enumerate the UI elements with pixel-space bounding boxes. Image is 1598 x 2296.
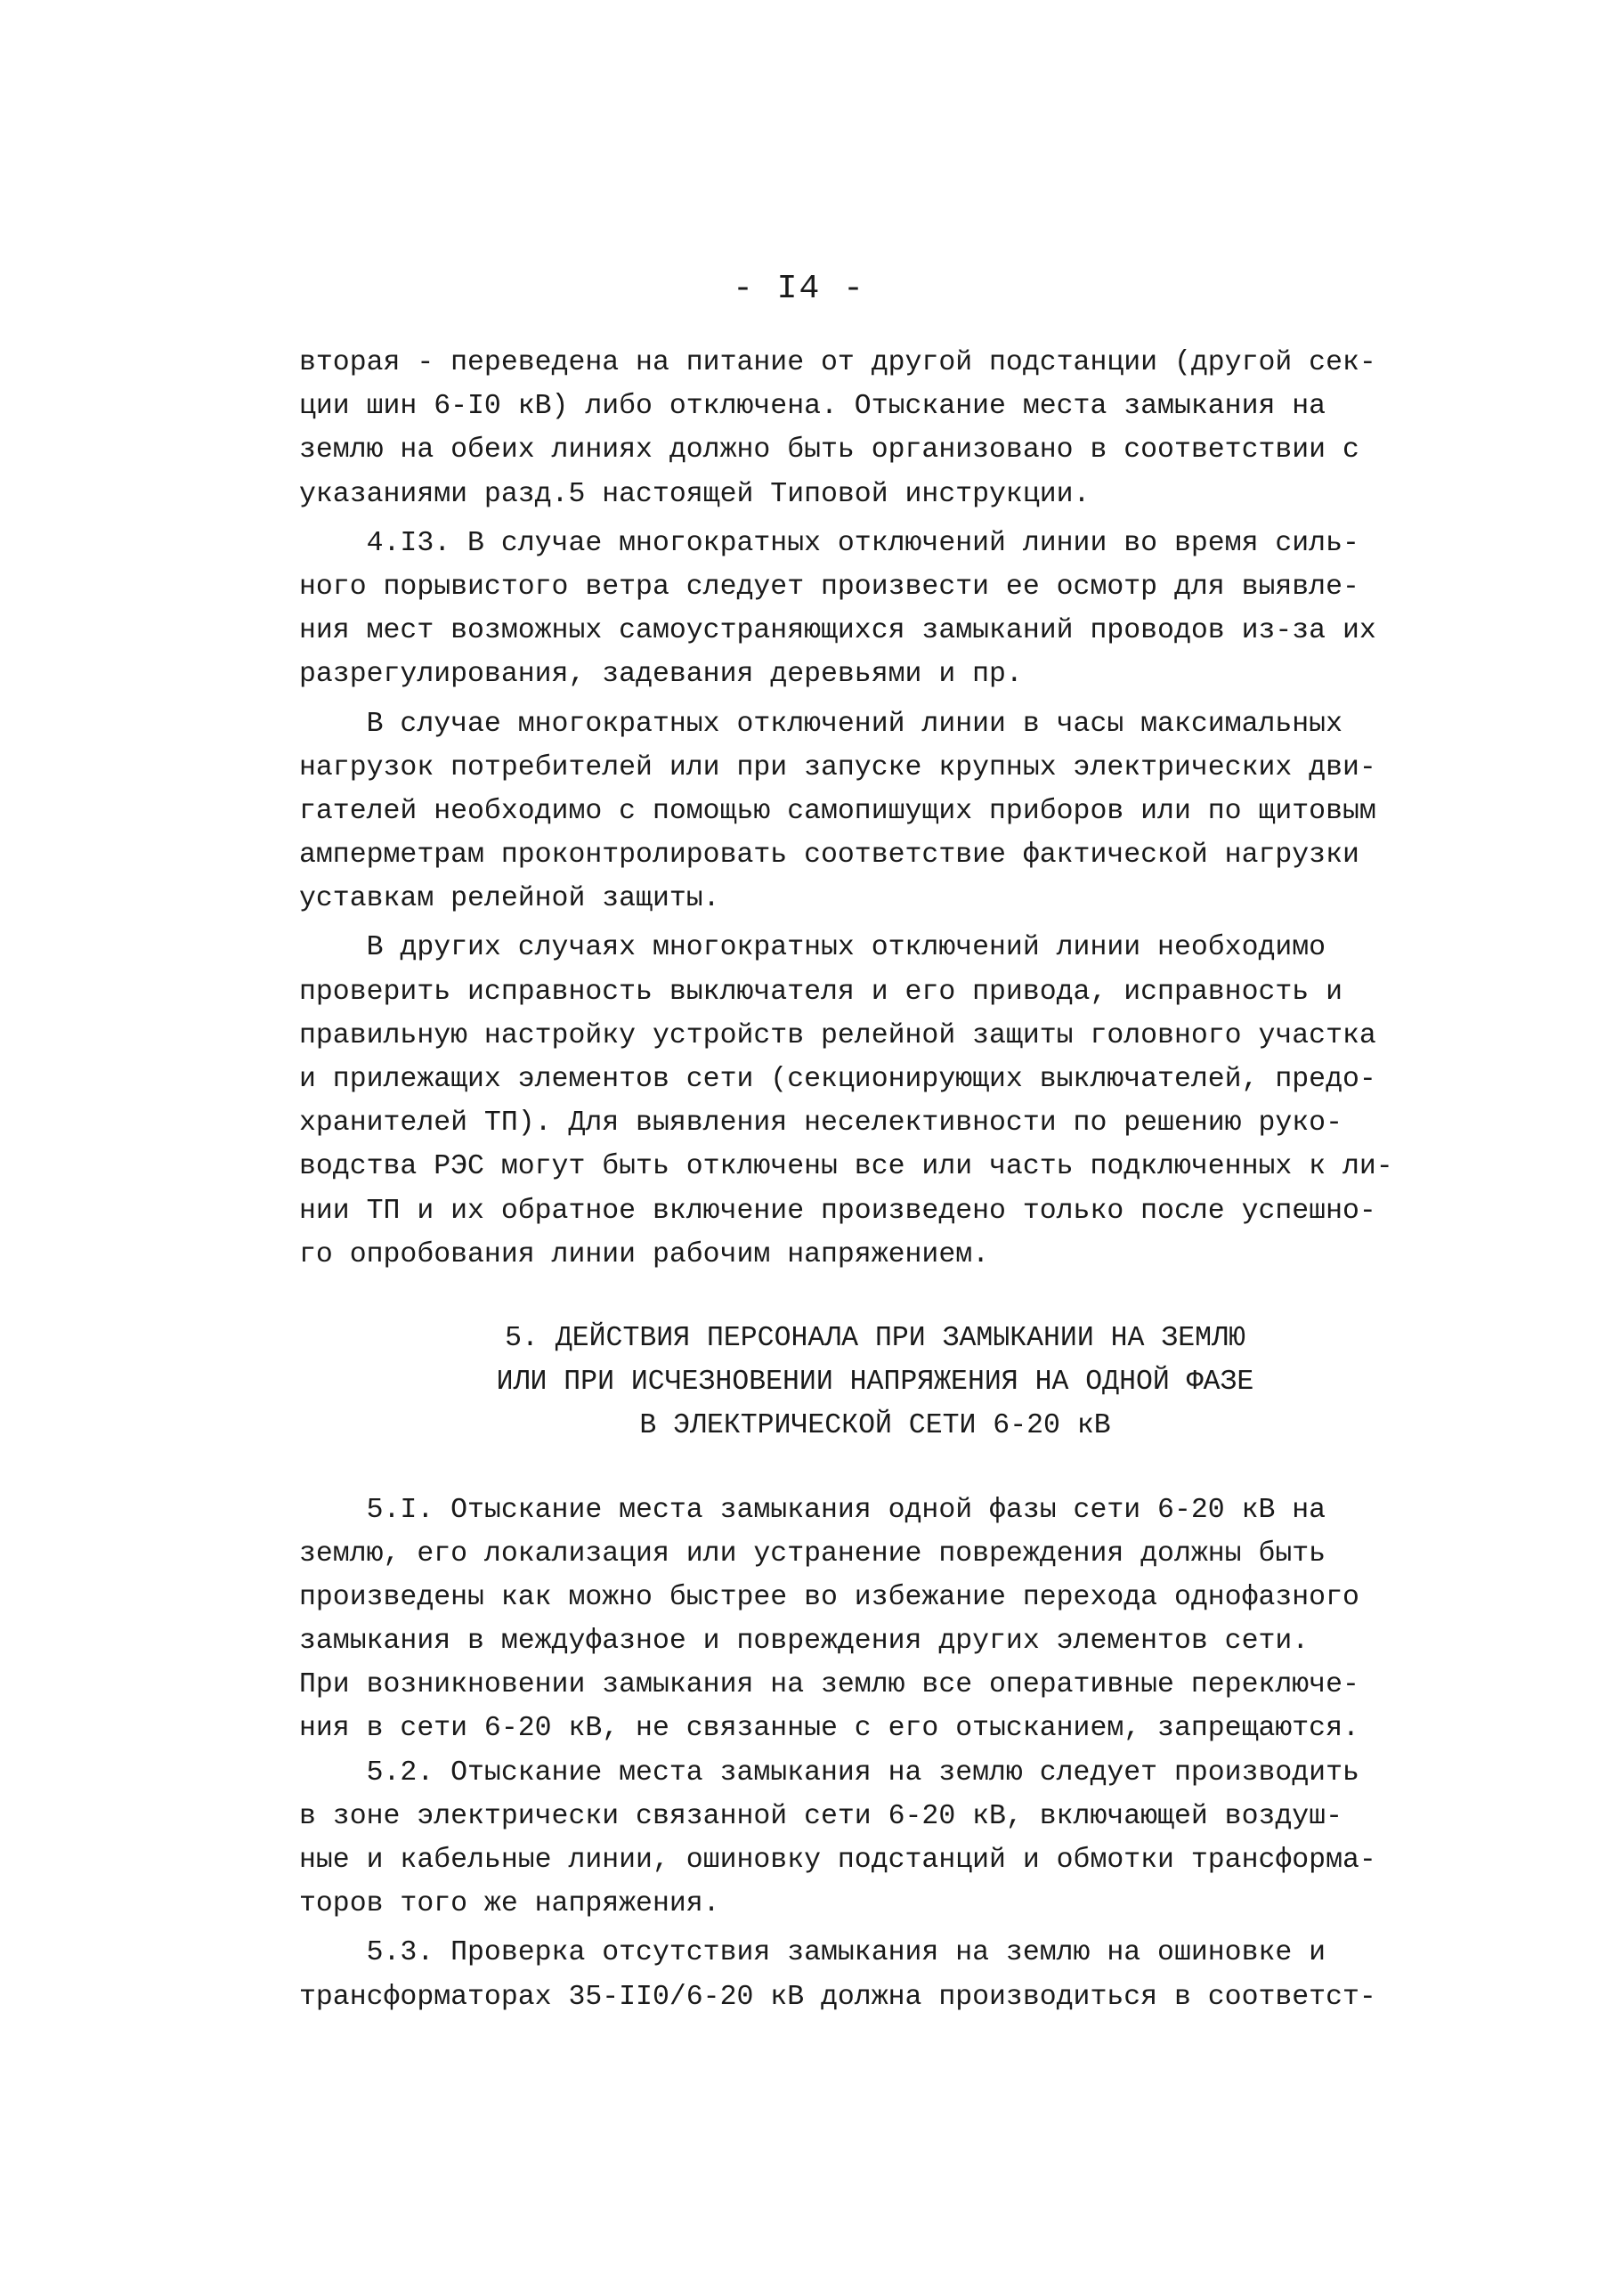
paragraph-5-3 (299, 1931, 1439, 2018)
paragraph-5-2 (299, 1751, 1439, 1927)
heading-line: В ЭЛЕКТРИЧЕСКОЙ СЕТИ 6-20 кВ (639, 1410, 1111, 1442)
text-line: нии ТП и их обратное включение произведено только после успешно- (299, 1195, 1376, 1227)
paragraph-max-loads (299, 702, 1439, 921)
page-number: - I4 - (733, 270, 865, 308)
text-line: нагрузок потребителей или при запуске крупных электрических дви- (299, 751, 1376, 783)
paragraph-continuation (299, 341, 1439, 516)
text-line: 4.I3. В случае многократных отключений линии во время силь- (299, 527, 1359, 559)
text-line: трансформаторах 35-II0/6-20 кВ должна производиться в соответст- (299, 1981, 1376, 2013)
section-5-heading (299, 1317, 1439, 1448)
text-line: гателей необходимо с помощью самопишущих приборов или по щитовым (299, 795, 1376, 827)
text-line: ные и кабельные линии, ошиновку подстанций и обмотки трансформа- (299, 1845, 1376, 1876)
text-line: землю, его локализация или устранение повреждения должны быть (299, 1537, 1326, 1570)
text-line: ции шин 6-I0 кВ) либо отключена. Отыскание места замыкания на (299, 391, 1326, 423)
body-text (299, 341, 1439, 2019)
text-line: вторая - переведена на питание от другой подстанции (другой сек- (299, 347, 1376, 378)
text-line: В других случаях многократных отключений линии необходимо (299, 932, 1326, 964)
heading-line: 5. ДЕЙСТВИЯ ПЕРСОНАЛА ПРИ ЗАМЫКАНИИ НА ЗЕМЛЮ (505, 1322, 1245, 1354)
text-line: 5.3. Проверка отсутствия замыкания на землю на ошиновке и (299, 1937, 1326, 1969)
paragraph-4-13 (299, 522, 1439, 697)
text-line: уставкам релейной защиты. (299, 883, 720, 915)
heading-line: ИЛИ ПРИ ИСЧЕЗНОВЕНИИ НАПРЯЖЕНИЯ НА ОДНОЙ ФАЗЕ (496, 1367, 1254, 1399)
text-line: замыкания в междуфазное и повреждения других элементов сети. (299, 1626, 1310, 1658)
text-line: проверить исправность выключателя и его привода, исправность и (299, 976, 1342, 1008)
text-line: в зоне электрически связанной сети 6-20 кВ, включающей воздуш- (299, 1800, 1342, 1832)
text-line: правильную настройку устройств релейной защиты головного участка (299, 1019, 1376, 1051)
text-line: 5.I. Отыскание места замыкания одной фазы сети 6-20 кВ на (299, 1494, 1326, 1526)
text-line: указаниями разд.5 настоящей Типовой инструкции. (299, 478, 1091, 510)
text-line: ния мест возможных самоустраняющихся замыканий проводов из-за их (299, 615, 1376, 647)
text-line: хранителей ТП). Для выявления неселективности по решению руко- (299, 1107, 1342, 1140)
text-line: торов того же напряжения. (299, 1888, 720, 1920)
text-line: амперметрам проконтролировать соответствие фактической нагрузки (299, 840, 1359, 872)
text-line: разрегулирования, задевания деревьями и пр. (299, 659, 1023, 691)
text-line: и прилежащих элементов сети (секционирующих выключателей, предо- (299, 1064, 1376, 1095)
text-line: ного порывистого ветра следует произвести ее осмотр для выявле- (299, 571, 1359, 603)
paragraph-other-cases (299, 926, 1439, 1277)
text-line: ния в сети 6-20 кВ, не связанные с его отысканием, запрещаются. (299, 1713, 1359, 1745)
text-line: При возникновении замыкания на землю все оперативные переключе- (299, 1669, 1359, 1701)
text-line: водства РЭС могут быть отключены все или часть подключенных к ли- (299, 1151, 1393, 1183)
text-line: землю на обеих линиях должно быть организовано в соответствии с (299, 434, 1359, 467)
text-line: го опробования линии рабочим напряжением. (299, 1238, 990, 1270)
text-line: 5.2. Отыскание места замыкания на землю следует производить (299, 1756, 1359, 1789)
text-line: В случае многократных отключений линии в часы максимальных (299, 708, 1342, 740)
text-line: произведены как можно быстрее во избежание перехода однофазного (299, 1581, 1359, 1613)
paragraph-5-1 (299, 1489, 1439, 1751)
